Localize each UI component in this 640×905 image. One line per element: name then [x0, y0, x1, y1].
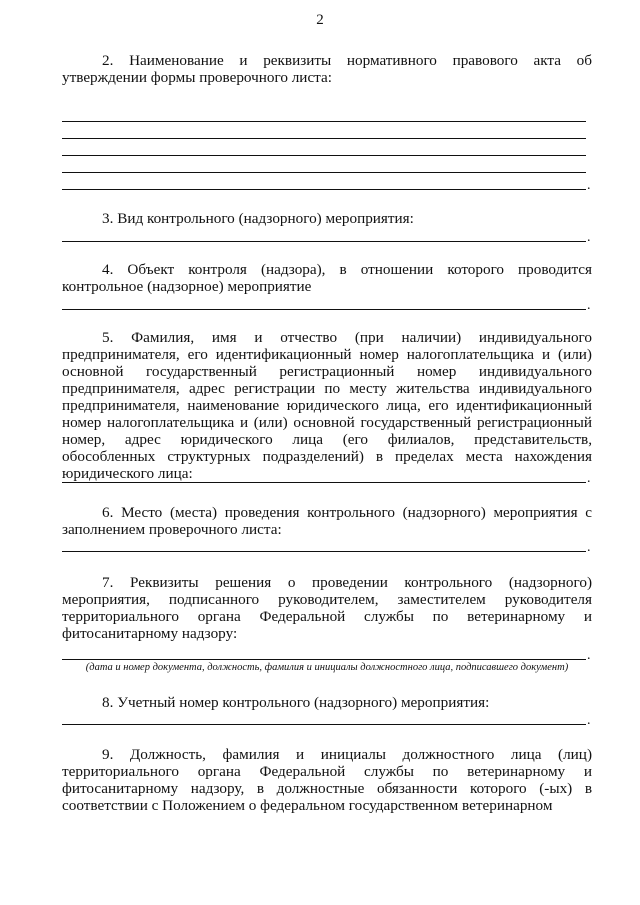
page-number: 2 [316, 12, 324, 28]
fill-line[interactable] [62, 724, 586, 725]
fill-line[interactable] [62, 138, 586, 139]
section-5-text: 5. Фамилия, имя и отчество (при наличии) индивидуального предпринимателя, его идентификационный номер налогоплательщика и (или) основной государственный регистрационный номер индивидуального предпринимателя, адрес регистрации по месту жительства индивидуального предпринимателя, наименование юридического лица, его идентификационный номер налогоплательщика и (или) основной государственный регистрационный номер, адрес юридического лица (его филиалов, представительств, обособленных структурных подразделений) в пределах места нахождения юридического лица: [62, 329, 592, 482]
line-end-mark: . [587, 471, 591, 486]
line-end-mark: . [587, 713, 591, 728]
section-6-text: 6. Место (места) проведения контрольного (надзорного) мероприятия с заполнением проверочного листа: [62, 504, 592, 538]
section-7-caption: (дата и номер документа, должность, фамилия и инициалы должностного лица, подписавшего документ) [85, 662, 569, 673]
line-end-mark: . [587, 230, 591, 245]
fill-line[interactable] [62, 659, 586, 660]
line-end-mark: . [587, 540, 591, 555]
fill-line[interactable] [62, 172, 586, 173]
fill-line[interactable] [62, 189, 586, 190]
section-8-text: 8. Учетный номер контрольного (надзорного) мероприятия: [102, 694, 490, 711]
line-end-mark: . [587, 648, 591, 663]
section-2-text: 2. Наименование и реквизиты нормативного правового акта об утверждении формы проверочного листа: [62, 52, 592, 86]
line-end-mark: . [587, 298, 591, 313]
fill-line[interactable] [62, 155, 586, 156]
fill-line[interactable] [62, 121, 586, 122]
fill-line[interactable] [62, 241, 586, 242]
section-9-text: 9. Должность, фамилия и инициалы должностного лица (лиц) территориального органа Федеральной службы по ветеринарному и фитосанитарному надзору, в должностные обязанности которого (-ых) в соответствии с Положением о федеральном государственном ветеринарном [62, 746, 592, 814]
fill-line[interactable] [62, 309, 586, 310]
fill-line[interactable] [62, 551, 586, 552]
section-4-text: 4. Объект контроля (надзора), в отношении которого проводится контрольное (надзорное) мероприятие [62, 261, 592, 295]
section-3-text: 3. Вид контрольного (надзорного) мероприятия: [102, 210, 414, 227]
section-7-text: 7. Реквизиты решения о проведении контрольного (надзорного) мероприятия, подписанного руководителем, заместителем руководителя территориального органа Федеральной службы по ветеринарному и фитосанитарному надзору: [62, 574, 592, 642]
fill-line[interactable] [62, 482, 586, 483]
line-end-mark: . [587, 178, 591, 193]
